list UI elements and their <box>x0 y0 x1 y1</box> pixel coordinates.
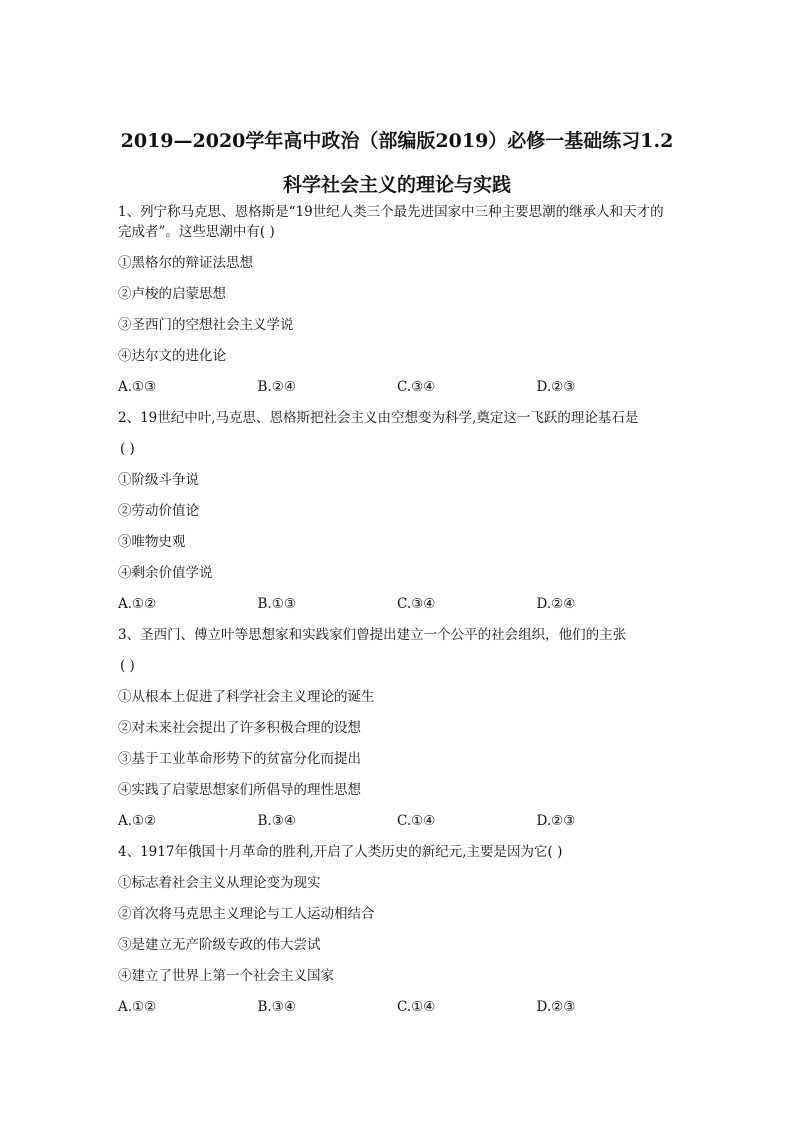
document-title-line1: 2019—2020学年高中政治（部编版2019）必修一基础练习1.2 <box>120 130 674 152</box>
question-4-choice-b: B.③④ <box>257 999 296 1015</box>
question-4-choices <box>118 997 676 1017</box>
question-1 <box>118 202 676 397</box>
question-4 <box>118 842 676 1017</box>
question-1-option-2: ②卢梭的启蒙思想 <box>118 286 226 302</box>
question-3-option-2: ②对未来社会提出了许多积极合理的设想 <box>118 720 361 736</box>
question-3-choice-b: B.③④ <box>257 813 296 829</box>
question-3-answer-blank: ( ) <box>120 658 135 674</box>
question-2-option-4: ④剩余价值学说 <box>118 565 213 581</box>
question-2 <box>118 408 676 614</box>
question-1-stem: 1、列宁称马克思、恩格斯是“19世纪人类三个最先进国家中三种主要思潮的继承人和天才的完成者”。这些思潮中有( ) <box>118 204 664 240</box>
question-1-choices <box>118 377 676 397</box>
question-1-choice-d: D.②③ <box>536 379 576 395</box>
question-4-option-1: ①标志着社会主义从理论变为现实 <box>118 875 321 891</box>
question-2-choice-b: B.①③ <box>257 596 296 612</box>
question-3 <box>118 625 676 831</box>
question-2-option-3: ③唯物史观 <box>118 534 186 550</box>
question-4-choice-c: C.①④ <box>397 999 436 1015</box>
question-4-choice-a: A.①② <box>118 999 157 1015</box>
question-3-option-1: ①从根本上促进了科学社会主义理论的诞生 <box>118 689 375 705</box>
question-1-choice-a: A.①③ <box>118 379 157 395</box>
document-title-line2: 科学社会主义的理论与实践 <box>282 174 511 196</box>
question-2-choices <box>118 594 676 614</box>
question-4-choice-d: D.②③ <box>536 999 576 1015</box>
question-2-choice-d: D.②④ <box>536 596 576 612</box>
question-4-option-3: ③是建立无产阶级专政的伟大尝试 <box>118 937 321 953</box>
question-2-answer-blank: ( ) <box>120 441 135 457</box>
question-3-stem: 3、圣西门、傅立叶等思想家和实践家们曾提出建立一个公平的社会组织，他们的主张 <box>118 627 627 643</box>
question-3-choices <box>118 811 676 831</box>
question-1-option-1: ①黑格尔的辩证法思想 <box>118 255 253 271</box>
question-1-option-4: ④达尔文的进化论 <box>118 348 226 364</box>
question-3-choice-c: C.①④ <box>397 813 436 829</box>
question-4-option-4: ④建立了世界上第一个社会主义国家 <box>118 968 334 984</box>
question-3-choice-a: A.①② <box>118 813 157 829</box>
question-1-option-3: ③圣西门的空想社会主义学说 <box>118 317 294 333</box>
question-4-stem: 4、1917年俄国十月革命的胜利,开启了人类历史的新纪元,主要是因为它( ) <box>118 844 563 860</box>
question-3-option-3: ③基于工业革命形势下的贫富分化而提出 <box>118 751 361 767</box>
question-4-option-2: ②首次将马克思主义理论与工人运动相结合 <box>118 906 375 922</box>
question-3-choice-d: D.②③ <box>536 813 576 829</box>
question-2-stem: 2、19世纪中叶,马克思、恩格斯把社会主义由空想变为科学,奠定这一飞跃的理论基石是 <box>118 410 639 426</box>
question-3-option-4: ④实践了启蒙思想家们所倡导的理性思想 <box>118 782 361 798</box>
question-1-choice-c: C.③④ <box>397 379 436 395</box>
question-2-choice-c: C.③④ <box>397 596 436 612</box>
question-2-option-1: ①阶级斗争说 <box>118 472 199 488</box>
question-2-option-2: ②劳动价值论 <box>118 503 199 519</box>
question-list <box>118 202 676 1017</box>
question-2-choice-a: A.①② <box>118 596 157 612</box>
question-1-choice-b: B.②④ <box>257 379 296 395</box>
